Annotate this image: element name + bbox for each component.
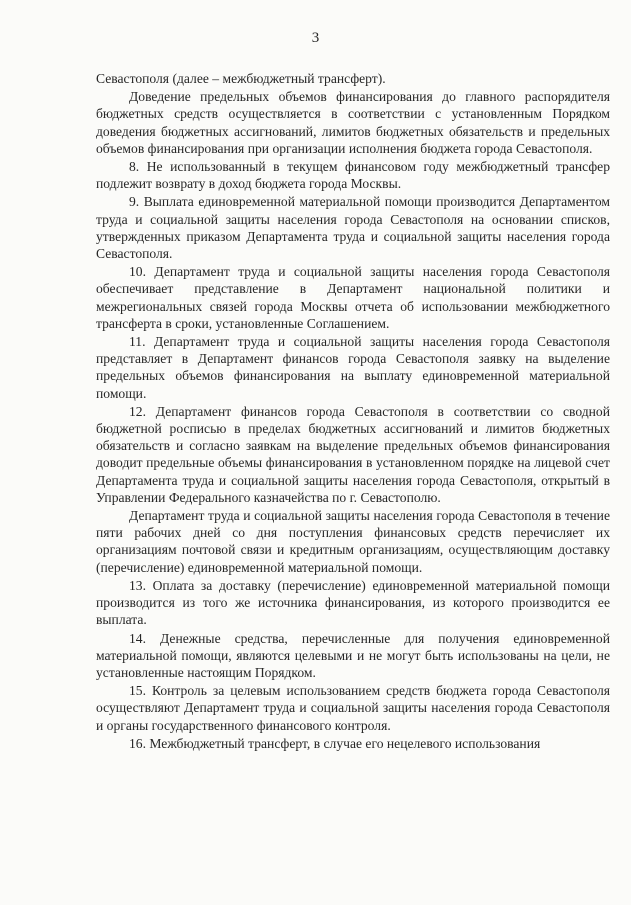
page-number: 3 <box>311 30 320 46</box>
paragraph-item-16: 16. Межбюджетный трансферт, в случае его нецелевого использования <box>129 735 541 751</box>
paragraph-funding-limits: Доведение предельных объемов финансирования до главного распорядителя бюджетных средств осуществляется в соответствии с установленным Порядком доведения бюджетных ассигнований, лимитов бюджетных обязательств и предельных объемов финансирования при организации исполнения бюджета города Севастополя. <box>96 89 610 156</box>
paragraph-item-13: 13. Оплата за доставку (перечисление) единовременной материальной помощи производится из того же источника финансирования, из которого производится ее выплата. <box>96 577 610 628</box>
paragraph-item-8: 8. Не использованный в текущем финансовом году межбюджетный трансфер подлежит возврату в доход бюджета города Москвы. <box>96 159 610 192</box>
paragraph-transfer-to-postal: Департамент труда и социальной защиты населения города Севастополя в течение пяти рабочих дней со дня поступления финансовых средств перечисляет их организациям почтовой связи и кредитным организациям, осуществляющим доставку (перечисление) единовременной материальной помощи. <box>96 508 610 575</box>
paragraph-continuation: Севастополя (далее – межбюджетный трансферт). <box>96 71 386 86</box>
paragraph-item-15: 15. Контроль за целевым использованием средств бюджета города Севастополя осуществляют Департамент труда и социальной защиты населения города Севастополя и органы государственного финансового контроля. <box>96 683 610 733</box>
paragraph-item-10: 10. Департамент труда и социальной защиты населения города Севастополя обеспечивает представление в Департамент национальной политики и межрегиональных связей города Москвы отчета об использовании межбюджетного трансферта в сроки, установленные Соглашением. <box>96 264 610 331</box>
document-body <box>96 70 610 752</box>
paragraph-item-12: 12. Департамент финансов города Севастополя в соответствии со сводной бюджетной росписью в пределах бюджетных ассигнований и лимитов бюджетных обязательств и согласно заявкам на выделение предельных объемов финансирования доводит предельные объемы финансирования в установленном порядке на лицевой счет Департамента труда и социальной защиты населения города Севастополя, открытый в Управлении Федерального казначейства по г. Севастополю. <box>96 403 610 505</box>
paragraph-item-9: 9. Выплата единовременной материальной помощи производится Департаментом труда и социальной защиты населения города Севастополя на основании списков, утвержденных приказом Департамента труда и социальной защиты населения города Севастополя. <box>96 194 610 262</box>
paragraph-item-11: 11. Департамент труда и социальной защиты населения города Севастополя представляет в Департамент финансов города Севастополя заявку на выделение предельных объемов финансирования на выплату единовременной материальной помощи. <box>96 334 610 401</box>
paragraph-item-14: 14. Денежные средства, перечисленные для получения единовременной материальной помощи, являются целевыми и не могут быть использованы на цели, не установленные настоящим Порядком. <box>96 630 610 680</box>
